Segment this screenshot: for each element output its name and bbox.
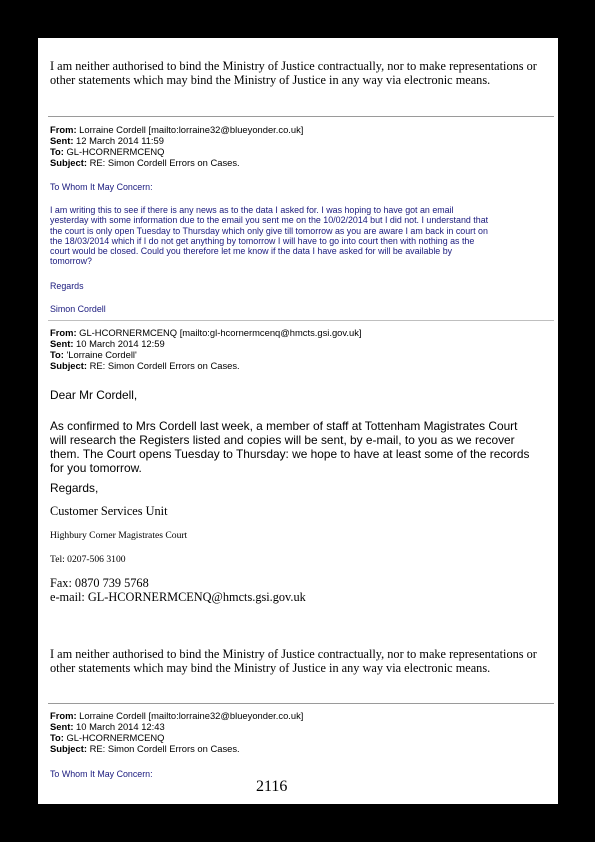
disclaimer-bottom: [50, 647, 537, 675]
subject-label: Subject:: [50, 360, 87, 371]
email1-regards: Regards: [50, 281, 84, 291]
subject-value: RE: Simon Cordell Errors on Cases.: [89, 360, 240, 371]
email2-tel: Tel: 0207-506 3100: [50, 554, 126, 565]
email2-salutation: Dear Mr Cordell,: [50, 388, 138, 402]
body-line: the court is only open Tuesday to Thursday which only give till tomorrow as you are aware I am back in court on: [50, 225, 488, 236]
subject-row: [50, 157, 303, 168]
subject-row: [50, 743, 303, 754]
body-line: yesterday with some information due to the email you sent me on the 10/02/2014 but I did not. I understand that: [50, 215, 489, 226]
email3-greeting: To Whom It May Concern:: [50, 769, 153, 779]
sent-label: Sent:: [50, 338, 74, 349]
email2-court: Highbury Corner Magistrates Court: [50, 530, 188, 541]
email1-body: [50, 205, 488, 267]
body-line: I am writing this to see if there is any news as to the data I asked for. I was hoping to have got an email: [50, 205, 454, 215]
disclaimer-line: I am neither authorised to bind the Ministry of Justice contractually, nor to make representations or: [50, 647, 537, 661]
from-label: From:: [50, 710, 77, 721]
subject-value: RE: Simon Cordell Errors on Cases.: [89, 743, 240, 754]
disclaimer-top: [50, 59, 537, 87]
subject-row: [50, 360, 362, 371]
sent-label: Sent:: [50, 721, 74, 732]
from-label: From:: [50, 327, 77, 338]
from-label: From:: [50, 124, 77, 135]
email2-header: [50, 327, 362, 371]
body-line: for you tomorrow.: [50, 461, 142, 475]
separator: [48, 116, 554, 117]
body-line: them. The Court opens Tuesday to Thursday: we hope to have at least some of the records: [50, 447, 530, 461]
body-line: the 18/03/2014 which if I do not get anything by tomorrow I will have to go into court then with nothing as the: [50, 235, 475, 246]
to-label: To:: [50, 146, 64, 157]
to-value: GL-HCORNERMCENQ: [66, 732, 165, 743]
sent-value: 10 March 2014 12:59: [76, 338, 165, 349]
document-page: [38, 38, 558, 804]
email2-regards: Regards,: [50, 481, 99, 495]
subject-value: RE: Simon Cordell Errors on Cases.: [89, 157, 240, 168]
sent-row: [50, 721, 303, 732]
email2-fax: Fax: 0870 739 5768: [50, 576, 149, 590]
from-value: Lorraine Cordell [mailto:lorraine32@blueyonder.co.uk]: [79, 124, 304, 135]
from-value: Lorraine Cordell [mailto:lorraine32@blueyonder.co.uk]: [79, 710, 304, 721]
email1-header: [50, 124, 303, 168]
sent-label: Sent:: [50, 135, 74, 146]
to-row: [50, 146, 303, 157]
email1-signature: Simon Cordell: [50, 304, 106, 314]
sent-value: 12 March 2014 11:59: [76, 135, 164, 146]
email2-unit: Customer Services Unit: [50, 504, 168, 518]
to-label: To:: [50, 732, 64, 743]
body-line: court would be closed. Could you therefore let me know if the data I have asked for will be available by: [50, 246, 453, 257]
disclaimer-line: other statements which may bind the Ministry of Justice in any way via electronic means.: [50, 661, 491, 675]
to-value: GL-HCORNERMCENQ: [66, 146, 165, 157]
subject-label: Subject:: [50, 157, 87, 168]
to-row: [50, 349, 362, 360]
email2-email: e-mail: GL-HCORNERMCENQ@hmcts.gsi.gov.uk: [50, 590, 306, 604]
from-row: [50, 710, 303, 721]
separator: [48, 320, 554, 321]
to-value: 'Lorraine Cordell': [66, 349, 137, 360]
from-row: [50, 124, 303, 135]
from-row: [50, 327, 362, 338]
from-value: GL-HCORNERMCENQ [mailto:gl-hcornermcenq@hmcts.gsi.gov.uk]: [79, 327, 362, 338]
sent-row: [50, 135, 303, 146]
separator: [48, 703, 554, 704]
body-line: As confirmed to Mrs Cordell last week, a member of staff at Tottenham Magistrates Court: [50, 419, 518, 433]
subject-label: Subject:: [50, 743, 87, 754]
page-number: 2116: [256, 778, 288, 795]
sent-row: [50, 338, 362, 349]
body-line: tomorrow?: [50, 256, 92, 267]
to-label: To:: [50, 349, 64, 360]
to-row: [50, 732, 303, 743]
sent-value: 10 March 2014 12:43: [76, 721, 165, 732]
body-line: will research the Registers listed and copies will be sent, by e-mail, to you as we recover: [50, 433, 515, 447]
email1-greeting: To Whom It May Concern:: [50, 182, 153, 192]
email3-header: [50, 710, 303, 754]
disclaimer-line: I am neither authorised to bind the Ministry of Justice contractually, nor to make representations or: [50, 59, 537, 73]
email2-body: [50, 419, 529, 475]
disclaimer-line: other statements which may bind the Ministry of Justice in any way via electronic means.: [50, 73, 491, 87]
